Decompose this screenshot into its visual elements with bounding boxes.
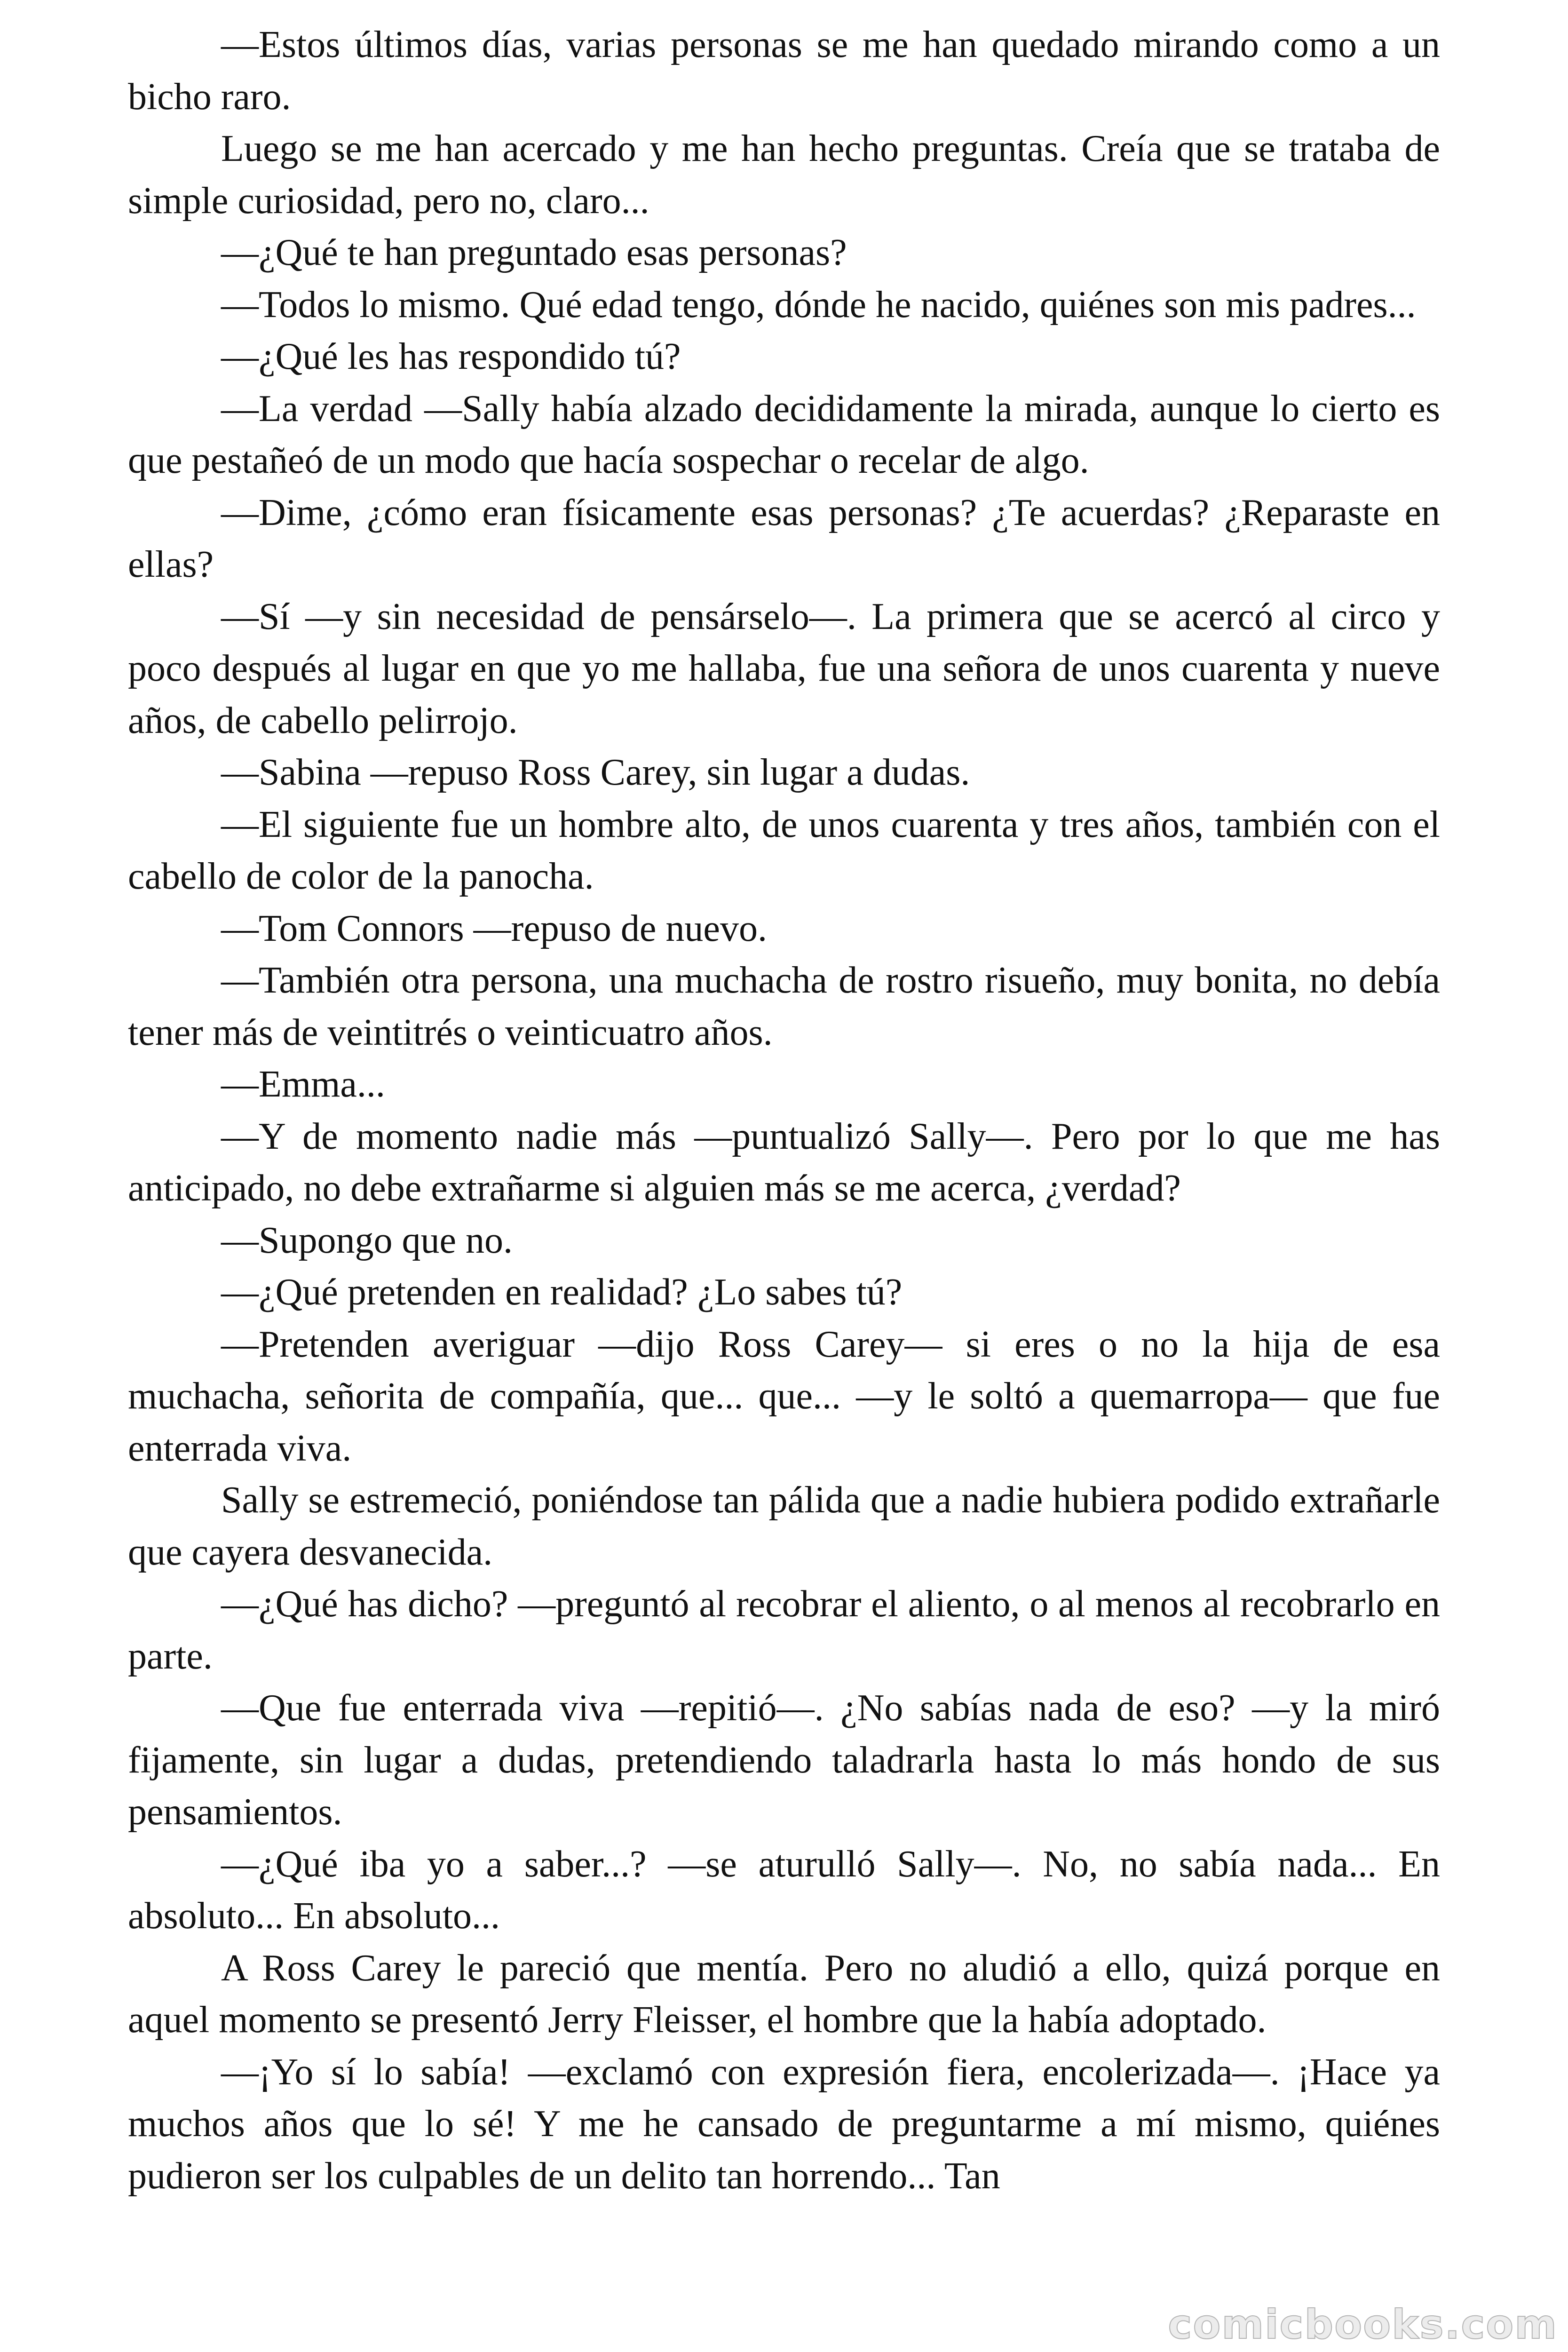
paragraph-19: —¿Qué has dicho? —preguntó al recobrar el aliento, o al menos al recobrarlo en parte. (128, 1583, 1440, 1677)
paragraph-13: —Emma... (221, 1064, 385, 1105)
paragraph-2: Luego se me han acercado y me han hecho preguntas. Creía que se trataba de simple curiosidad, pero no, claro... (128, 128, 1440, 222)
paragraph-17: —Pretenden averiguar —dijo Ross Carey— si eres o no la hija de esa muchacha, señorita de compañía, que... que... —y le soltó a quemarropa— que fue enterrada viva. (128, 1323, 1440, 1469)
paragraph-23: —¡Yo sí lo sabía! —exclamó con expresión fiera, encolerizada—. ¡Hace ya muchos años que lo sé! Y me he cansado de preguntarme a mí mismo, quiénes pudieron ser los culpables de un delito tan horrendo... Tan (128, 2051, 1440, 2197)
paragraph-10: —El siguiente fue un hombre alto, de unos cuarenta y tres años, también con el cabello de color de la panocha. (128, 803, 1440, 897)
paragraph-6: —La verdad —Sally había alzado decididamente la mirada, aunque lo cierto es que pestañeó de un modo que hacía sospechar o recelar de algo. (128, 388, 1440, 481)
book-page (128, 19, 1440, 2338)
paragraph-15: —Supongo que no. (221, 1219, 513, 1261)
paragraph-11: —Tom Connors —repuso de nuevo. (221, 907, 767, 949)
paragraph-5: —¿Qué les has respondido tú? (221, 336, 681, 377)
paragraph-20: —Que fue enterrada viva —repitió—. ¿No sabías nada de eso? —y la miró fijamente, sin lugar a dudas, pretendiendo taladrarla hasta lo más hondo de sus pensamientos. (128, 1687, 1440, 1833)
paragraph-18: Sally se estremeció, poniéndose tan pálida que a nadie hubiera podido extrañarle que cayera desvanecida. (128, 1479, 1440, 1573)
watermark-logo: comicbooks.com (1168, 2301, 1558, 2348)
paragraph-16: —¿Qué pretenden en realidad? ¿Lo sabes tú? (221, 1271, 903, 1313)
paragraph-3: —¿Qué te han preguntado esas personas? (221, 232, 847, 273)
paragraph-9: —Sabina —repuso Ross Carey, sin lugar a dudas. (221, 752, 970, 793)
paragraph-12: —También otra persona, una muchacha de rostro risueño, muy bonita, no debía tener más de veintitrés o veinticuatro años. (128, 960, 1440, 1053)
paragraph-8: —Sí —y sin necesidad de pensárselo—. La primera que se acercó al circo y poco después al lugar en que yo me hallaba, fue una señora de unos cuarenta y nueve años, de cabello pelirrojo. (128, 596, 1440, 741)
paragraph-4: —Todos lo mismo. Qué edad tengo, dónde he nacido, quiénes son mis padres... (221, 284, 1416, 326)
paragraph-7: —Dime, ¿cómo eran físicamente esas personas? ¿Te acuerdas? ¿Reparaste en ellas? (128, 492, 1440, 585)
paragraph-1: —Estos últimos días, varias personas se me han quedado mirando como a un bicho raro. (128, 24, 1440, 118)
paragraph-14: —Y de momento nadie más —puntualizó Sally—. Pero por lo que me has anticipado, no debe extrañarme si alguien más se me acerca, ¿verdad? (128, 1115, 1440, 1209)
paragraph-22: A Ross Carey le pareció que mentía. Pero no aludió a ello, quizá porque en aquel momento se presentó Jerry Fleisser, el hombre que la había adoptado. (128, 1947, 1440, 2041)
paragraph-21: —¿Qué iba yo a saber...? —se aturulló Sally—. No, no sabía nada... En absoluto... En absoluto... (128, 1843, 1440, 1937)
